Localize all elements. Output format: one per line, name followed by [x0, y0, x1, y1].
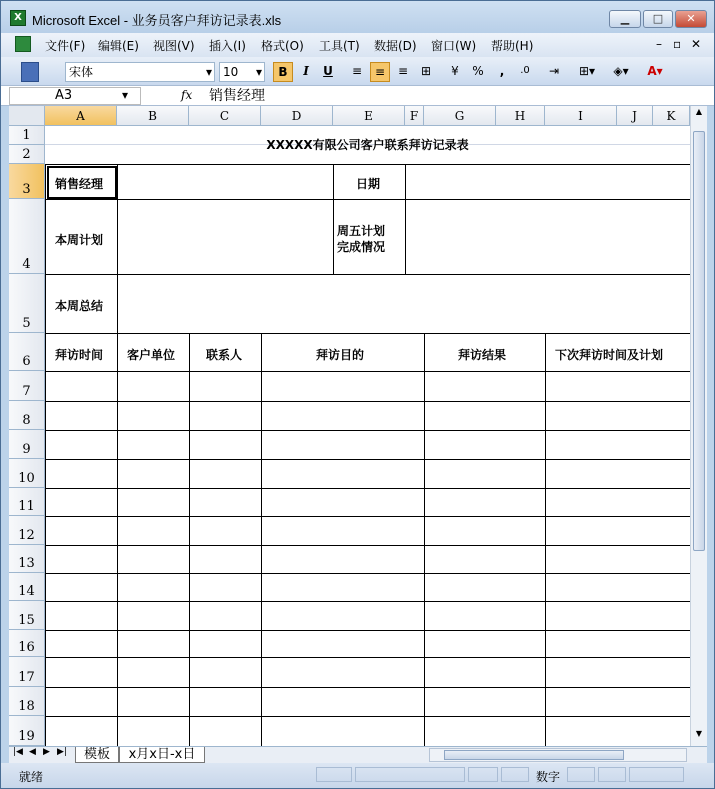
header-client-unit[interactable] — [118, 334, 190, 372]
table-cell[interactable] — [262, 688, 425, 717]
row-header-11[interactable] — [9, 488, 45, 516]
table-cell[interactable] — [425, 658, 546, 688]
table-cell[interactable] — [118, 431, 190, 460]
col-header-d[interactable]: D — [261, 106, 333, 126]
sheet-title[interactable]: XXXXX有限公司客户联系拜访记录表 — [266, 138, 469, 152]
cell-week-summary-value[interactable] — [118, 275, 690, 334]
currency-icon[interactable]: ¥ — [451, 64, 459, 78]
table-cell[interactable] — [546, 631, 690, 658]
cell-friday-value[interactable] — [406, 200, 690, 275]
row-header-5[interactable] — [9, 274, 45, 333]
table-cell[interactable] — [46, 517, 118, 546]
percent-button[interactable]: % — [472, 64, 484, 78]
table-cell[interactable] — [262, 372, 425, 402]
title-bar — [1, 1, 714, 33]
table-cell[interactable] — [425, 631, 546, 658]
sheet-tab-bar — [9, 746, 707, 763]
table-cell[interactable] — [118, 717, 190, 746]
table-cell[interactable] — [190, 574, 262, 602]
table-cell[interactable] — [190, 546, 262, 574]
table-cell[interactable] — [546, 372, 690, 402]
formatting-toolbar — [1, 57, 714, 85]
table-cell[interactable] — [546, 431, 690, 460]
scroll-up-icon[interactable]: ▲ — [695, 107, 703, 116]
status-pane — [598, 767, 626, 782]
row-number: 15 — [18, 613, 35, 628]
col-header-i[interactable]: I — [545, 106, 617, 126]
row-header-19[interactable] — [9, 716, 45, 746]
table-cell[interactable] — [190, 602, 262, 631]
font-size-select[interactable] — [219, 62, 265, 82]
table-cell[interactable] — [262, 717, 425, 746]
tab-last-icon[interactable]: ▶| — [57, 747, 67, 757]
row-header-17[interactable] — [9, 657, 45, 687]
status-pane — [355, 767, 465, 782]
table-cell[interactable] — [46, 717, 118, 746]
status-ready: 就绪 — [19, 770, 44, 784]
select-all-corner[interactable] — [9, 106, 45, 126]
col-header-b[interactable]: B — [117, 106, 189, 126]
row-number: 8 — [22, 413, 31, 428]
row-header-13[interactable] — [9, 545, 45, 573]
week-summary-label: 本周总结 — [55, 299, 104, 313]
table-cell[interactable] — [118, 372, 190, 402]
align-center-icon[interactable]: ≡ — [370, 62, 390, 82]
scroll-down-icon[interactable]: ▼ — [695, 729, 703, 738]
row-number: 4 — [22, 257, 31, 272]
table-cell[interactable] — [546, 717, 690, 746]
row-header-2[interactable] — [9, 145, 45, 164]
header-text: 拜访结果 — [458, 348, 507, 362]
function-icon[interactable]: fx — [181, 88, 193, 102]
row-number: 11 — [18, 499, 35, 514]
tab-template[interactable]: 模板 — [75, 747, 119, 763]
close-button[interactable] — [675, 10, 707, 28]
font-select[interactable] — [65, 62, 215, 82]
row-number: 17 — [18, 670, 35, 685]
table-cell[interactable] — [425, 602, 546, 631]
table-cell[interactable] — [118, 489, 190, 517]
font-value: 宋体 — [69, 65, 94, 79]
status-pane — [501, 767, 529, 782]
menu-format[interactable]: 格式(O) — [261, 39, 304, 53]
worksheet-grid[interactable] — [9, 106, 690, 746]
table-cell[interactable] — [425, 402, 546, 431]
chevron-down-icon: ▾ — [205, 65, 212, 79]
menu-insert[interactable]: 插入(I) — [209, 39, 246, 53]
table-cell[interactable] — [262, 574, 425, 602]
friday-label-line2: 完成情况 — [337, 240, 386, 254]
table-cell[interactable] — [46, 460, 118, 489]
row-number: 7 — [22, 384, 31, 399]
table-cell[interactable] — [546, 574, 690, 602]
table-cell[interactable] — [190, 489, 262, 517]
date-label: 日期 — [356, 177, 381, 191]
row-header-10[interactable] — [9, 459, 45, 488]
row-header-8[interactable] — [9, 401, 45, 430]
header-text: 拜访目的 — [316, 348, 365, 362]
row-number: 2 — [22, 147, 31, 162]
status-pane — [567, 767, 595, 782]
maximize-icon: □ — [652, 12, 664, 25]
col-header-a[interactable]: A — [45, 106, 117, 126]
row-header-16[interactable] — [9, 630, 45, 657]
header-contact[interactable] — [190, 334, 262, 372]
table-cell[interactable] — [190, 372, 262, 402]
table-cell[interactable] — [425, 688, 546, 717]
header-visit-purpose[interactable] — [262, 334, 425, 372]
font-size-value: 10 — [223, 65, 239, 79]
row-number: 18 — [18, 699, 35, 714]
row-number: 12 — [18, 528, 35, 543]
bold-button[interactable]: B — [273, 62, 293, 82]
increase-decimal-icon[interactable]: .0 — [520, 65, 530, 76]
tab-first-icon[interactable]: |◀ — [13, 747, 23, 757]
menu-window[interactable]: 窗口(W) — [431, 39, 477, 53]
table-cell[interactable] — [262, 489, 425, 517]
table-cell[interactable] — [190, 688, 262, 717]
header-visit-time[interactable] — [46, 334, 118, 372]
row-header-14[interactable] — [9, 573, 45, 601]
row-header-3[interactable] — [9, 164, 45, 199]
vertical-scrollbar[interactable] — [690, 106, 707, 746]
table-cell[interactable] — [262, 431, 425, 460]
row-header-15[interactable] — [9, 601, 45, 630]
table-cell[interactable] — [190, 431, 262, 460]
table-cell[interactable] — [546, 489, 690, 517]
tab-next-icon[interactable]: ▶ — [43, 747, 50, 757]
cell-week-summary-label[interactable] — [46, 275, 118, 334]
menu-view[interactable]: 视图(V) — [153, 39, 195, 53]
maximize-button[interactable] — [643, 10, 673, 28]
status-pane — [316, 767, 352, 782]
table-cell[interactable] — [262, 517, 425, 546]
scroll-thumb[interactable] — [693, 131, 705, 551]
italic-button[interactable]: I — [303, 64, 309, 78]
table-cell[interactable] — [262, 402, 425, 431]
friday-label-line1: 周五计划 — [337, 224, 386, 238]
table-cell[interactable] — [425, 372, 546, 402]
table-cell[interactable] — [118, 602, 190, 631]
underline-button[interactable]: U — [323, 64, 333, 78]
table-cell[interactable] — [190, 517, 262, 546]
status-pane — [629, 767, 684, 782]
table-cell[interactable] — [425, 717, 546, 746]
manager-label: 销售经理 — [55, 177, 104, 191]
row-number: 9 — [22, 442, 31, 457]
row-header-18[interactable] — [9, 687, 45, 716]
col-header-h[interactable]: H — [496, 106, 545, 126]
table-cell[interactable] — [425, 460, 546, 489]
table-cell[interactable] — [262, 602, 425, 631]
row-header-12[interactable] — [9, 516, 45, 545]
chevron-down-icon[interactable]: ▾ — [122, 88, 129, 102]
header-visit-result[interactable] — [425, 334, 546, 372]
excel-app-icon: X — [10, 10, 26, 26]
tab-prev-icon[interactable]: ◀ — [29, 747, 36, 757]
table-cell[interactable] — [46, 574, 118, 602]
table-cell[interactable] — [425, 574, 546, 602]
table-cell[interactable] — [262, 546, 425, 574]
status-bar — [1, 763, 714, 788]
save-icon[interactable] — [21, 62, 39, 82]
tab-week[interactable]: x月x日-x日 — [119, 747, 205, 763]
table-cell[interactable] — [262, 658, 425, 688]
table-cell[interactable] — [46, 602, 118, 631]
row-number: 5 — [22, 316, 31, 331]
table-cell[interactable] — [425, 489, 546, 517]
table-cell[interactable] — [425, 431, 546, 460]
cell-week-plan-label[interactable] — [46, 200, 118, 275]
indent-icon[interactable]: ⇥ — [548, 64, 560, 78]
table-cell[interactable] — [546, 402, 690, 431]
status-mode: 数字 — [536, 770, 561, 784]
row-header-7[interactable] — [9, 371, 45, 401]
table-cell[interactable] — [546, 688, 690, 717]
cell-date-value[interactable] — [406, 165, 690, 200]
font-color-icon[interactable]: A▾ — [647, 64, 663, 78]
menu-edit[interactable]: 编辑(E) — [98, 39, 139, 53]
header-text: 客户单位 — [127, 348, 176, 362]
table-cell[interactable] — [546, 546, 690, 574]
table-cell[interactable] — [46, 546, 118, 574]
table-cell[interactable] — [425, 546, 546, 574]
header-text: 拜访时间 — [55, 348, 104, 362]
table-cell[interactable] — [546, 602, 690, 631]
table-cell[interactable] — [46, 489, 118, 517]
name-box[interactable]: A3 — [9, 87, 141, 105]
col-header-g[interactable]: G — [424, 106, 496, 126]
table-cell[interactable] — [46, 402, 118, 431]
row-number: 1 — [22, 128, 31, 143]
h-scroll-thumb[interactable] — [444, 750, 624, 760]
table-cell[interactable] — [46, 688, 118, 717]
table-cell[interactable] — [118, 402, 190, 431]
cell-week-plan-value[interactable] — [118, 200, 334, 275]
menu-tools[interactable]: 工具(T) — [319, 39, 360, 53]
table-cell[interactable] — [190, 631, 262, 658]
align-right-icon[interactable]: ≡ — [397, 64, 409, 78]
doc-minimize-icon[interactable]: – — [656, 37, 662, 51]
table-cell[interactable] — [46, 631, 118, 658]
cell-manager-label[interactable] — [46, 165, 118, 200]
row-header-6[interactable] — [9, 333, 45, 371]
formula-input[interactable]: 销售经理 — [209, 88, 265, 104]
table-cell[interactable] — [118, 546, 190, 574]
visit-record-table — [45, 164, 690, 746]
table-cell[interactable] — [546, 460, 690, 489]
row-number: 16 — [18, 640, 35, 655]
horizontal-scrollbar[interactable] — [429, 748, 687, 762]
align-left-icon[interactable]: ≡ — [351, 64, 363, 78]
table-cell[interactable] — [546, 658, 690, 688]
table-cell[interactable] — [46, 372, 118, 402]
menu-file[interactable]: 文件(F) — [45, 39, 86, 53]
cell-manager-value[interactable] — [118, 165, 334, 200]
table-cell[interactable] — [118, 460, 190, 489]
row-number: 10 — [18, 471, 35, 486]
minimize-icon: ▁ — [620, 12, 630, 25]
comma-button[interactable]: , — [499, 64, 505, 78]
row-header-4[interactable] — [9, 199, 45, 274]
workbook-icon[interactable] — [15, 36, 31, 52]
header-text: 联系人 — [206, 348, 243, 362]
doc-close-icon[interactable]: ✕ — [691, 37, 702, 51]
table-cell[interactable] — [118, 517, 190, 546]
row-number: 14 — [18, 584, 35, 599]
table-cell[interactable] — [118, 658, 190, 688]
header-text: 下次拜访时间及计划 — [555, 348, 664, 362]
menu-help[interactable]: 帮助(H) — [491, 39, 534, 53]
table-cell[interactable] — [118, 574, 190, 602]
table-cell[interactable] — [425, 517, 546, 546]
row-number: 19 — [18, 729, 35, 744]
table-cell[interactable] — [262, 460, 425, 489]
header-next-visit[interactable] — [546, 334, 690, 372]
col-header-k[interactable]: K — [653, 106, 690, 126]
table-cell[interactable] — [190, 717, 262, 746]
row-number: 13 — [18, 556, 35, 571]
fill-color-icon[interactable]: ◈▾ — [613, 64, 629, 78]
table-cell[interactable] — [46, 658, 118, 688]
minimize-button[interactable] — [609, 10, 641, 28]
table-cell[interactable] — [190, 460, 262, 489]
table-cell[interactable] — [262, 631, 425, 658]
cell-date-label[interactable] — [334, 165, 406, 200]
borders-icon[interactable]: ⊞▾ — [578, 64, 596, 78]
table-cell[interactable] — [46, 431, 118, 460]
row-number: 6 — [22, 354, 31, 369]
cell-friday-label[interactable] — [334, 200, 406, 275]
chevron-down-icon: ▾ — [255, 65, 262, 79]
close-icon: ✕ — [686, 12, 696, 25]
menu-data[interactable]: 数据(D) — [374, 39, 417, 53]
table-cell[interactable] — [118, 688, 190, 717]
table-cell[interactable] — [190, 658, 262, 688]
col-header-c[interactable]: C — [189, 106, 261, 126]
menu-bar — [1, 33, 714, 57]
merge-center-icon[interactable]: ⊞ — [420, 64, 432, 78]
table-cell[interactable] — [546, 517, 690, 546]
col-header-f[interactable]: F — [405, 106, 424, 126]
row-number: 3 — [22, 182, 31, 197]
row-header-1[interactable] — [9, 126, 45, 145]
window-title: Microsoft Excel - 业务员客户拜访记录表.xls — [32, 13, 282, 28]
row-header-9[interactable] — [9, 430, 45, 459]
week-plan-label: 本周计划 — [55, 233, 104, 247]
col-header-e[interactable]: E — [333, 106, 405, 126]
col-header-j[interactable]: J — [617, 106, 653, 126]
status-pane — [468, 767, 498, 782]
table-cell[interactable] — [190, 402, 262, 431]
formula-bar — [1, 85, 714, 106]
table-cell[interactable] — [118, 631, 190, 658]
doc-restore-icon[interactable]: ▫ — [673, 37, 682, 51]
